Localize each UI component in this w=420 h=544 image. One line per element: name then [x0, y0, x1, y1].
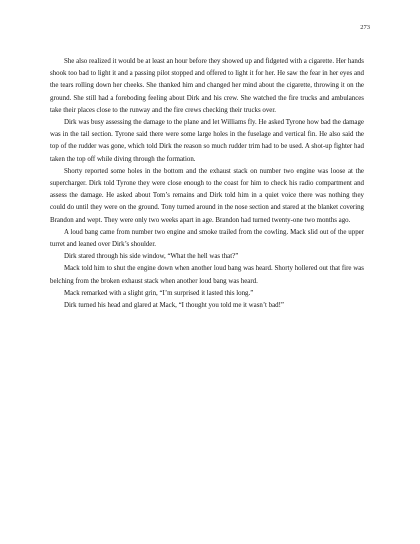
- paragraph: Mack remarked with a slight grin, “I’m surprised it lasted this long.”: [64, 289, 254, 297]
- paragraph: Mack told him to shut the engine down when another loud bang was heard. Shorty hollered out that fire was belching from the broken exhaust stack when another loud bang was heard.: [50, 265, 364, 285]
- paragraph: Dirk turned his head and glared at Mack, “I thought you told me it wasn’t bad!”: [64, 302, 284, 310]
- paragraph: Dirk stared through his side window, “What the hell was that?”: [64, 253, 239, 261]
- paragraph: Dirk was busy assessing the damage to the plane and let Williams fly. He asked Tyrone how bad the damage was in the tail section. Tyrone said there were some large holes in the fuselage and vertical fin. He also said the top of the rudder was gone, which told Dirk the reason so much rudder trim had to be used. A shot-up fighter had taken the top off while diving through the formation.: [50, 119, 364, 163]
- paragraph: Shorty reported some holes in the bottom and the exhaust stack on number two engine was loose at the supercharger. Dirk told Tyrone they were close enough to the coast for him to check his radio compartment and assess the damage. He asked about Tom’s remains and Dirk told him in a quiet voice there was nothing they could do until they were on the ground. Tony turned around in the nose section and stared at the blanket covering Brandon and wept. They were only two weeks apart in age. Brandon had turned twenty-one two months ago.: [50, 167, 364, 224]
- body-text: [50, 56, 364, 312]
- paragraph: She also realized it would be at least an hour before they showed up and fidgeted with a cigarette. Her hands shook too bad to light it and a passing pilot stopped and offered to light it for her. He saw the fear in her eyes and the tears rolling down her cheeks. She thanked him and changed her mind about the cigarette, throwing it on the ground. She still had a foreboding feeling about Dirk and his crew. She watched the fire trucks and ambulances take their places close to the runway and the fire crews checking their trucks over.: [50, 58, 364, 114]
- page-number: 273: [360, 24, 370, 31]
- paragraph: A loud bang came from number two engine and smoke trailed from the cowling. Mack slid out of the upper turret and leaned over Dirk’s shoulder.: [50, 228, 364, 249]
